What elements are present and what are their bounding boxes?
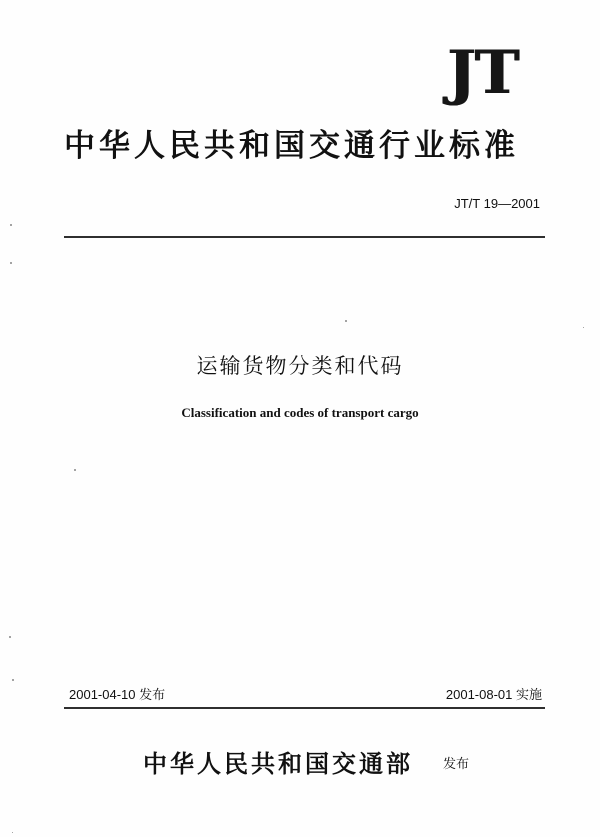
publisher-name: 中华人民共和国交通部 bbox=[143, 750, 413, 778]
standard-series-title: 中华人民共和国交通行业标准 bbox=[64, 128, 519, 164]
scan-speck bbox=[583, 327, 584, 328]
top-divider bbox=[64, 236, 545, 238]
scan-speck bbox=[9, 636, 11, 638]
issue-date: 2001-04-10 发布 bbox=[69, 687, 166, 702]
scan-speck bbox=[74, 469, 76, 471]
implementation-date: 2001-08-01 实施 bbox=[445, 687, 542, 702]
document-title-english: Classification and codes of transport cargo bbox=[181, 405, 419, 420]
standard-number: JT/T 19—2001 bbox=[454, 196, 540, 211]
scan-speck bbox=[10, 224, 12, 226]
jt-logo: JT bbox=[447, 38, 519, 108]
scan-speck bbox=[12, 832, 13, 833]
scan-speck bbox=[345, 320, 347, 322]
document-title-chinese: 运输货物分类和代码 bbox=[196, 354, 404, 378]
bottom-divider bbox=[64, 707, 545, 709]
publish-label: 发布 bbox=[443, 757, 470, 772]
scan-speck bbox=[12, 679, 14, 681]
scan-speck bbox=[10, 262, 12, 264]
